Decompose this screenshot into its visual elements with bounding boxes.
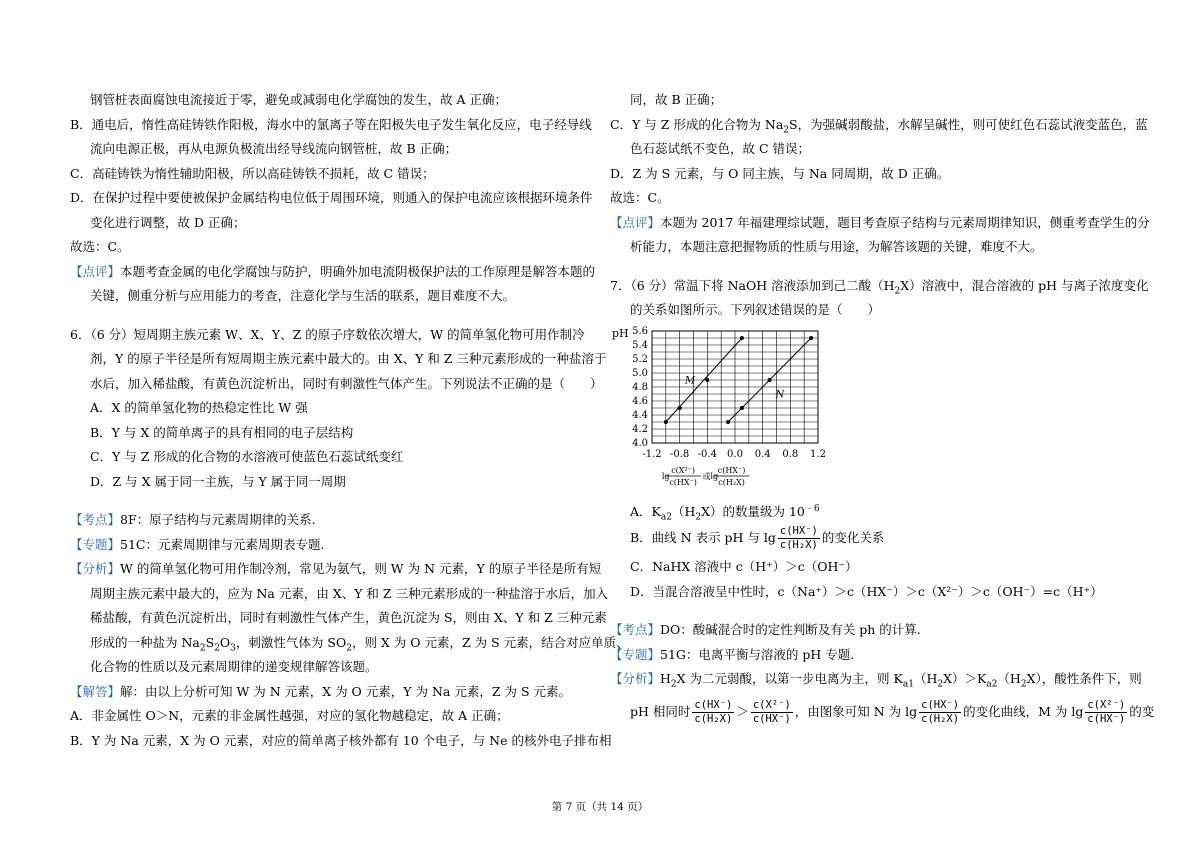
ph-chart (604, 321, 864, 491)
text-line: 化合物的性质以及元素周期律的递变规律解答该题。 (90, 659, 378, 674)
text-line: pH 相同时 $\frac{c(HX^-)}{\text{c(H₂X)}}$ ＞ $\frac{\text{c(X²⁻)}}{c(HX^-)}$ ，由图象可知 N 为 lg $\frac{c(HX^-)}{\text{c(H₂X)}}$ 的变化曲线，M 为 lg $\frac{\text{c(X²⁻)}}{c(HX^-)}$ 的变 (630, 698, 1155, 725)
x-tick-label: 0.0 (727, 448, 743, 460)
subject-text: 51C：元素周期律与元素周期表专题. (120, 536, 325, 552)
y-axis-label: pH (612, 326, 629, 340)
text-line: 稀盐酸，有黄色沉淀析出，同时有刺激性气体产生，黄色沉淀为 S，则由 X、Y 和 Z 三种元素 (90, 610, 607, 625)
analysis-line: 【分析】$H_2X$ 为二元弱酸，以第一步电离为主，则 $K_{a1}(H_2X)>K_{a2}(H_2X)$，酸性条件下，则 (610, 671, 1142, 690)
x-label-denominator: c(H₂X) (718, 477, 745, 487)
x-tick-label: -0.4 (697, 448, 717, 460)
comment-text: 本题为 2017 年福建理综试题，题目考查原子结构与元素周期律知识，侧重考查学生的分 (660, 214, 1150, 230)
text-line: B．通电后，惰性高硅铸铁作阳极，海水中的氯离子等在阳极失电子发生氧化反应，电子经导线 (70, 116, 592, 132)
right-column (610, 88, 1155, 732)
series-label: N (775, 389, 785, 400)
analysis-line (70, 557, 602, 582)
option-b: B．曲线 N 表示 pH 与 lg $\frac{c(HX^-)}{\text{c(H₂X)}}$ 的变化关系 (630, 525, 885, 551)
fraction: $\frac{c(HX^-)}{\text{c(H₂X)}}$ (921, 698, 960, 725)
page-number: 第 7 页（共 14 页） (551, 801, 649, 813)
subject-line (610, 643, 1130, 668)
text-line: 周期主族元素中最大的，应为 Na 元素，由 X、Y 和 Z 三种元素形成的一种盐溶于水后，加入 (90, 585, 609, 601)
chart-area (610, 323, 1130, 493)
option-a: A．$K_{a2}(H_2X)$的数量级为 $10^{﹣6}$ (630, 503, 820, 523)
fraction: $\frac{c(HX^-)}{\text{c(H₂X)}}$ (779, 525, 818, 551)
data-point (664, 420, 668, 424)
y-tick-label: 5.4 (632, 339, 648, 351)
analysis-tag: 【分析】 (610, 671, 661, 686)
option-d: D．当混合溶液呈中性时，c（Na⁺）＞c（HX⁻）＞c（X²⁻）＞c（OH⁻）=c（H⁺） (630, 583, 1103, 599)
y-tick-label: 4.6 (632, 395, 648, 407)
option-b: B．Y 与 X 的简单离子的具有相同的电子层结构 (90, 424, 354, 440)
text-line: 钢管桩表面腐蚀电流接近于零，避免或减弱电化学腐蚀的发生，故 A 正确； (90, 92, 507, 107)
text-line: 流向电源正极，再从电源负极流出经导线流向钢管桩，故 B 正确； (90, 141, 458, 156)
text-line: 剂，Y 的原子半径是所有短周期主族元素中最大的。由 X、Y 和 Z 三种元素形成的一种盐溶于 (90, 351, 607, 366)
comment-line (70, 260, 596, 285)
text-line: 色石蕊试纸不变色，故 C 错误； (630, 141, 811, 156)
data-point (726, 420, 730, 424)
topic-text: 8F：原子结构与元素周期律的关系. (120, 512, 316, 527)
fraction: $\frac{c(HX^-)}{\text{c(H₂X)}}$ (694, 698, 733, 725)
text-line: C．Y 与 Z 形成的化合物为 $Na_2S$，为强碱弱酸盐，水解呈碱性，则可使红色石蕊试液变蓝色，蓝 (610, 116, 1148, 135)
fraction: $\frac{\text{c(X²⁻)}}{c(HX^-)}$ (1087, 698, 1126, 725)
subject-line (70, 533, 590, 558)
solution-line (70, 680, 590, 705)
data-point (678, 406, 682, 410)
data-point (740, 336, 744, 340)
text-line: 水后，加入稀盐酸，有黄色沉淀析出，同时有刺激性气体产生。下列说法不正确的是（ ） (90, 375, 603, 391)
text-line: C．高硅铸铁为惰性辅助阳极，所以高硅铸铁不损耗，故 C 错误； (70, 165, 435, 181)
subject-text: 51G：电离平衡与溶液的 pH 专题. (660, 646, 855, 662)
fraction: $\frac{\text{c(X²⁻)}}{c(HX^-)}$ (752, 698, 791, 725)
series-label: M (684, 375, 696, 386)
x-label-numerator: c(X²⁻) (671, 465, 696, 475)
topic-tag: 【考点】 (70, 512, 121, 527)
x-label-numerator: c(HX⁻) (717, 465, 746, 475)
text-line: 故选：C。 (610, 190, 670, 205)
topic-tag: 【考点】 (610, 622, 661, 637)
text-line: D．Z 为 S 元素，与 O 同主族，与 Na 同周期，故 D 正确。 (610, 165, 950, 181)
topic-line (70, 508, 590, 533)
solution-text: 解：由以上分析可知 W 为 N 元素，X 为 O 元素，Y 为 Na 元素，Z 为 S 元素。 (120, 683, 571, 699)
y-tick-label: 5.2 (632, 353, 648, 365)
text-line: D．在保护过程中要使被保护金属结构电位低于周围环境，则通入的保护电流应该根据环境条件 (70, 190, 593, 205)
option-d: D．Z 与 X 属于同一主族，与 Y 属于同一周期 (90, 473, 346, 489)
text-line: B．Y 为 Na 元素，X 为 O 元素，对应的简单离子核外都有 10 个电子，与 Ne 的核外电子排布相 (70, 732, 612, 748)
comment-tag: 【点评】 (610, 214, 661, 230)
data-point (768, 378, 772, 382)
option-c: C．NaHX 溶液中 c（H⁺）＞c（OH⁻） (630, 559, 858, 574)
x-label-or: 或lg (702, 471, 719, 481)
option-c: C．Y 与 Z 形成的化合物的水溶液可使蓝色石蕊试纸变红 (90, 449, 404, 464)
data-point (740, 406, 744, 410)
data-point (705, 378, 709, 382)
text-line: 形成的一种盐为 $Na_2S_2O_3$，刺激性气体为 $SO_2$，则 X 为 O 元素，Z 为 S 元素，结合对应单质、 (90, 634, 629, 653)
comment-tag: 【点评】 (70, 263, 121, 279)
x-tick-label: -0.8 (670, 448, 690, 460)
question-7-stem: 7．（6 分）常温下将 NaOH 溶液添加到己二酸$(H_2X)$溶液中，混合溶液的 pH 与离子浓度变化 (610, 277, 1149, 296)
topic-text: DO：酸碱混合时的定性判断及有关 ph 的计算. (660, 622, 921, 637)
y-tick-label: 4.2 (632, 423, 648, 435)
y-tick-label: 4.4 (632, 409, 648, 421)
solution-tag: 【解答】 (70, 683, 121, 699)
x-tick-label: 0.8 (782, 448, 799, 460)
analysis-text: W 的简单氢化物可用作制冷剂，常见为氨气，则 W 为 N 元素，Y 的原子半径是所有短 (120, 561, 602, 576)
y-tick-label: 4.8 (632, 381, 648, 393)
x-tick-label: -1.2 (642, 448, 662, 460)
question-6-stem: 6．（6 分）短周期主族元素 W、X、Y、Z 的原子序数依次增大，W 的简单氢化物可用作制冷 (70, 326, 585, 342)
text-line: 同，故 B 正确； (630, 92, 723, 107)
subject-tag: 【专题】 (70, 536, 121, 552)
x-label-prefix: lg (661, 471, 670, 481)
text-line: 析能力，本题注意把握物质的性质与用途，为解答该题的关键，难度不大。 (630, 239, 1043, 254)
option-a: A．X 的简单氢化物的热稳定性比 W 强 (90, 400, 308, 415)
text-line: 变化进行调整，故 D 正确； (90, 214, 246, 230)
subject-tag: 【专题】 (610, 646, 661, 662)
text-line: 的关系如图所示。下列叙述错误的是（ ） (630, 302, 881, 317)
text-line: A．非金属性 O＞N，元素的非金属性越强，对应的氢化物越稳定，故 A 正确； (70, 708, 509, 723)
comment-text: 本题考查金属的电化学腐蚀与防护，明确外加电流阴极保护法的工作原理是解答本题的 (120, 263, 596, 279)
x-label-denominator: c(HX⁻) (669, 477, 697, 487)
x-tick-label: 1.2 (810, 448, 826, 460)
data-point (809, 336, 813, 340)
topic-line (610, 618, 1130, 643)
text-line: 关键，侧重分析与应用能力的考查，注意化学与生活的联系，题目难度不大。 (90, 288, 516, 303)
text-line: 故选：C。 (70, 239, 130, 254)
y-tick-label: 5.0 (632, 367, 648, 379)
comment-line (610, 211, 1150, 236)
x-tick-label: 0.4 (754, 448, 771, 460)
y-tick-label: 4.0 (632, 437, 648, 449)
y-tick-label: 5.6 (632, 325, 648, 337)
analysis-tag: 【分析】 (70, 561, 121, 576)
